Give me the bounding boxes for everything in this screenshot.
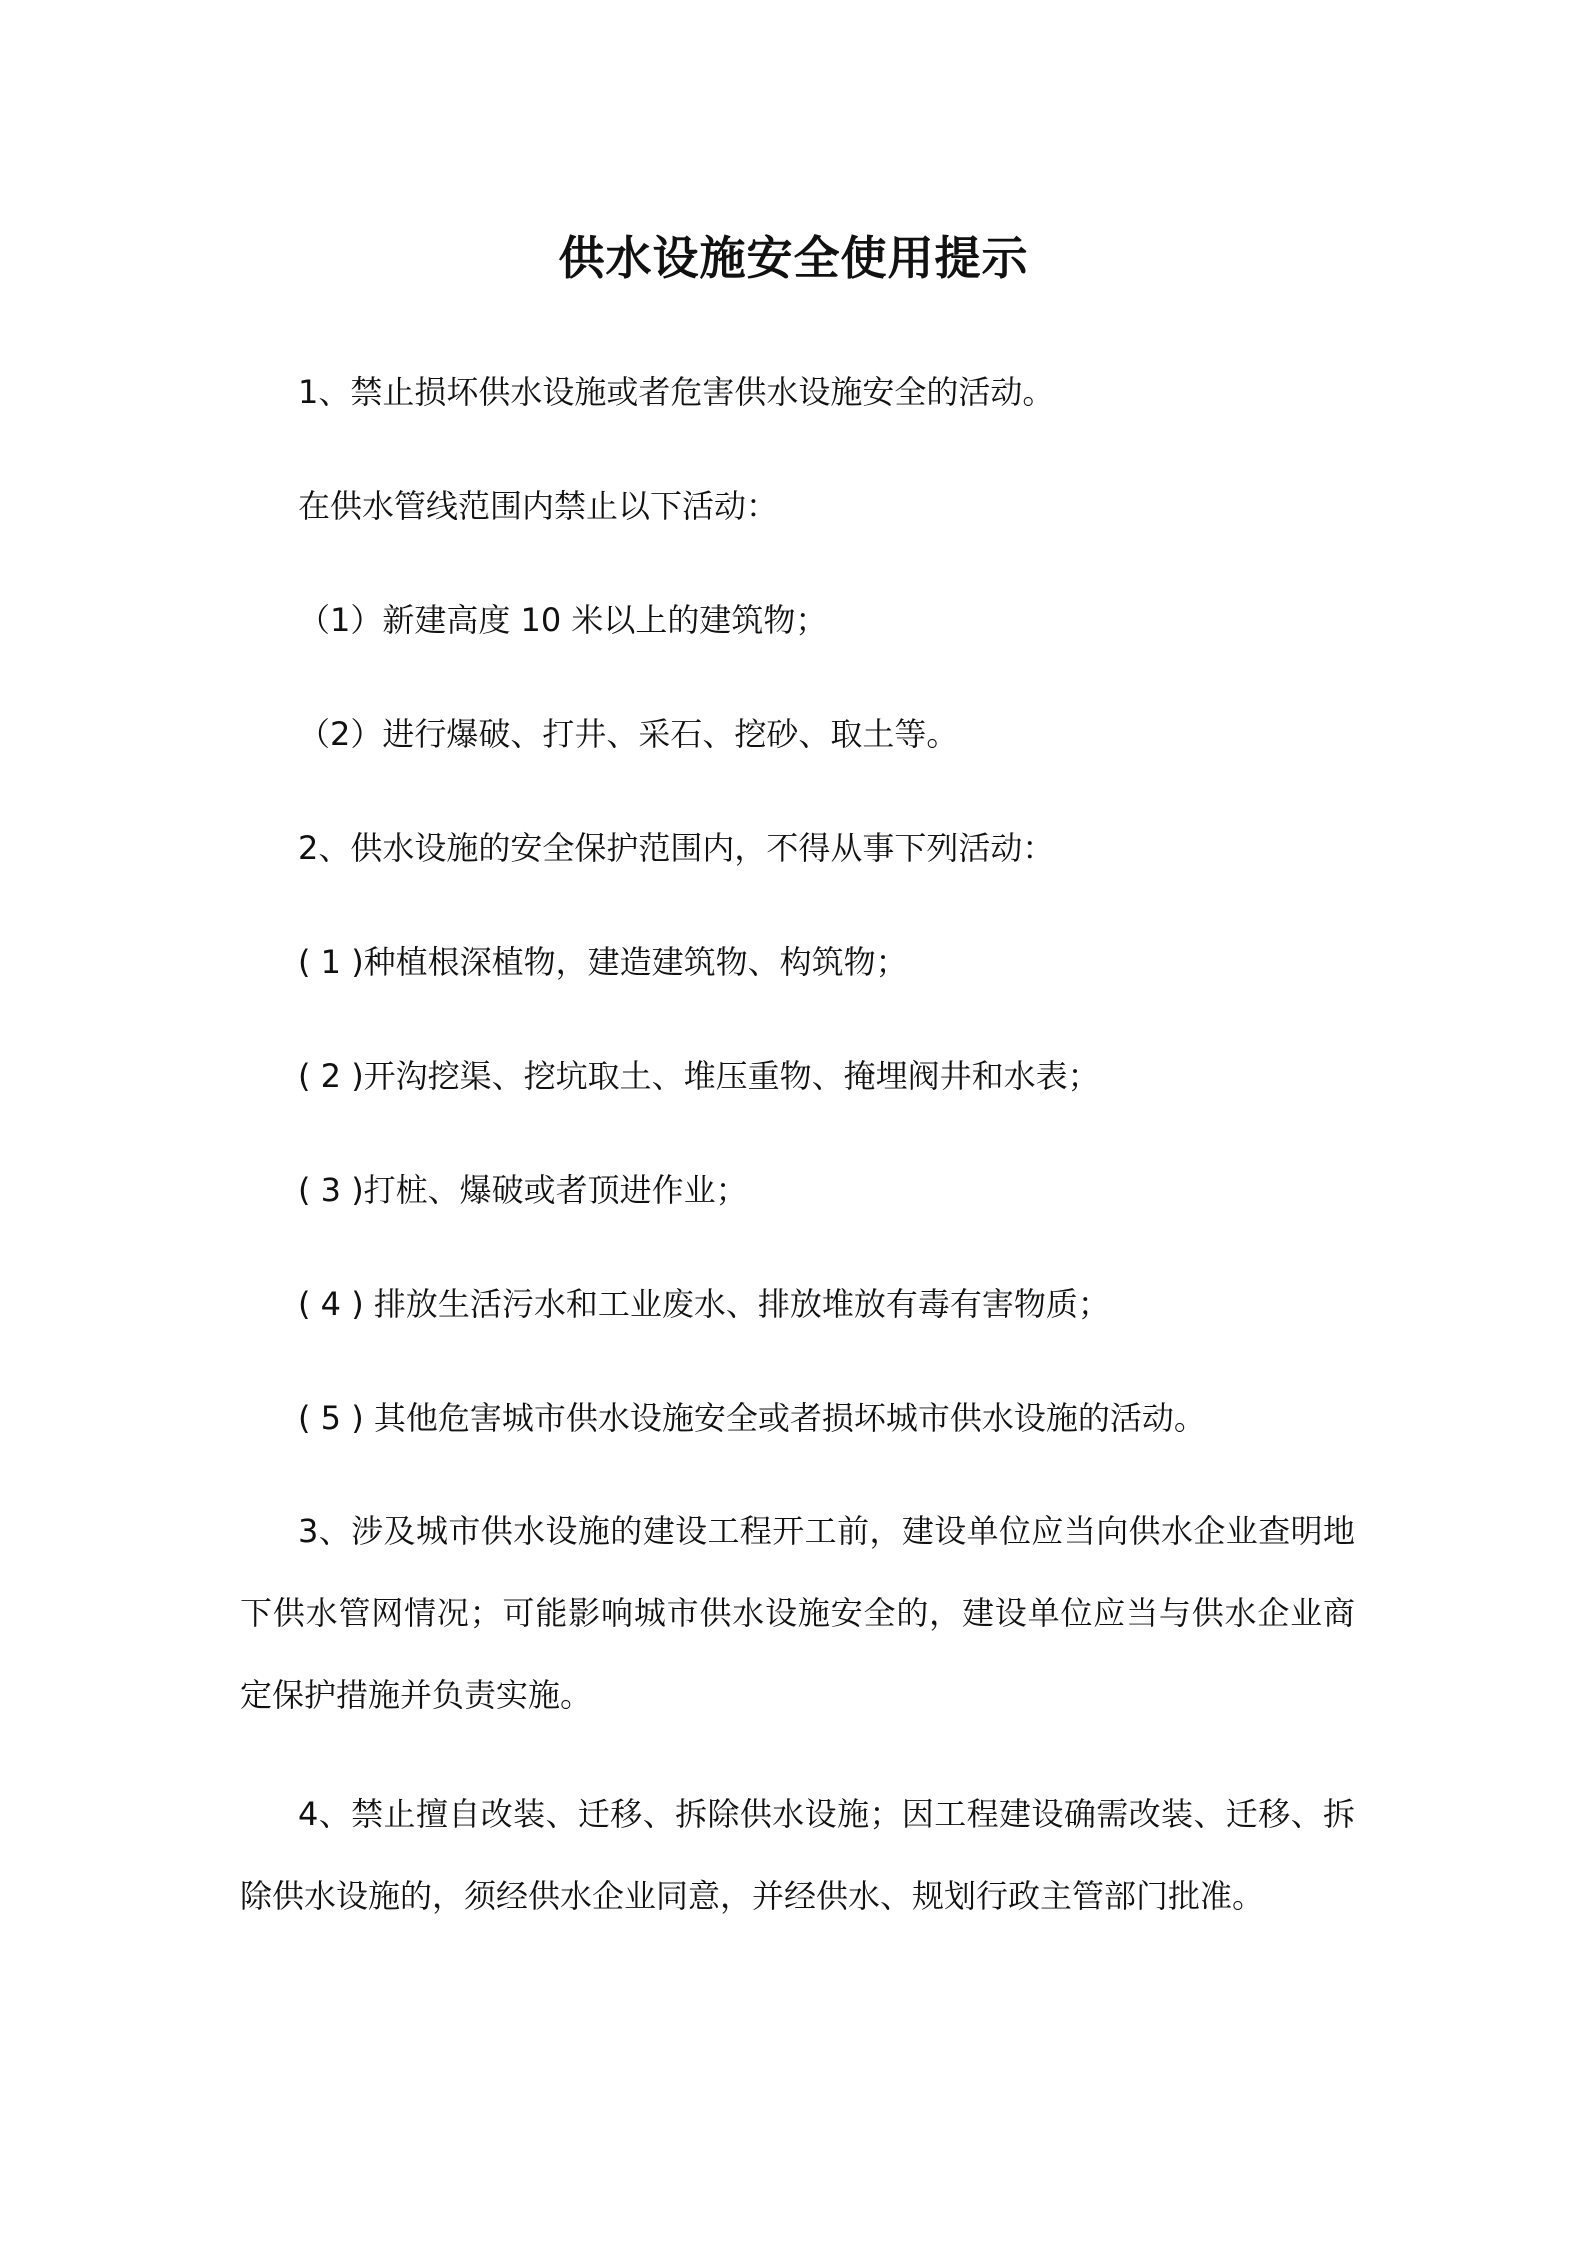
protection-rule-5: ( 5 ) 其他危害城市供水设施安全或者损坏城市供水设施的活动。 — [298, 1399, 1206, 1437]
item-4-relocation-paragraph: 4、禁止擅自改装、迁移、拆除供水设施；因工程建设确需改装、迁移、拆除供水设施的，须经供水企业同意，并经供水、规划行政主管部门批准。 — [240, 1795, 1355, 1915]
protection-rule-2: ( 2 )开沟挖渠、挖坑取土、堆压重物、掩埋阀井和水表； — [298, 1057, 1100, 1095]
pipeline-range-intro: 在供水管线范围内禁止以下活动： — [298, 487, 779, 525]
protection-rule-1: ( 1 )种植根深植物，建造建筑物、构筑物； — [298, 943, 908, 981]
pipeline-rule-1: （1）新建高度 10 米以上的建筑物； — [298, 601, 828, 639]
item-1-prohibit-damage: 1、禁止损坏供水设施或者危害供水设施安全的活动。 — [298, 373, 1055, 411]
document-title: 供水设施安全使用提示 — [558, 231, 1029, 285]
pipeline-rule-2: （2）进行爆破、打井、采石、挖砂、取土等。 — [298, 715, 959, 753]
protection-rule-3: ( 3 )打桩、爆破或者顶进作业； — [298, 1171, 748, 1209]
item-2-protection-range: 2、供水设施的安全保护范围内，不得从事下列活动： — [298, 829, 1055, 867]
protection-rule-4: ( 4 ) 排放生活污水和工业废水、排放堆放有毒有害物质； — [298, 1285, 1110, 1323]
item-3-construction-paragraph: 3、涉及城市供水设施的建设工程开工前，建设单位应当向供水企业查明地下供水管网情况；可能影响城市供水设施安全的，建设单位应当与供水企业商定保护措施并负责实施。 — [240, 1512, 1355, 1714]
